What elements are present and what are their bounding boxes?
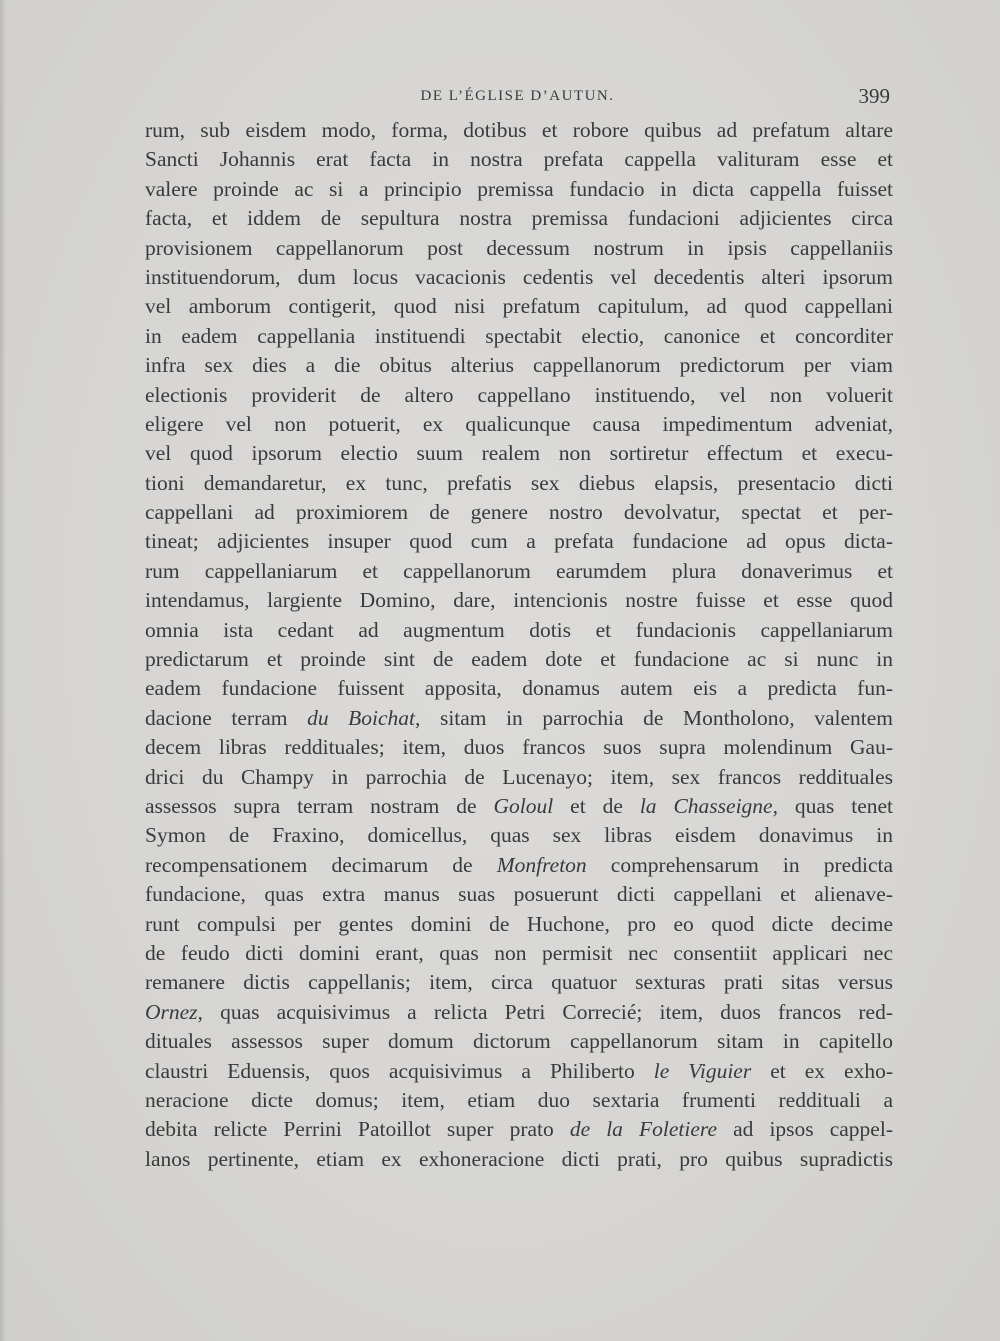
text-segment: runt compulsi per gentes domini de Huchone, pro eo quod dicte decime [145,911,893,936]
text-line [145,469,893,498]
text-line [145,851,893,880]
text-segment: vel quod ipsorum electio suum realem non sortiretur effectum et execu- [145,441,893,466]
text-segment: dacione terram [145,705,308,730]
text-line [145,1057,893,1086]
text-segment: , quas tenet [772,793,893,818]
text-line [145,527,893,556]
text-line [145,1145,893,1174]
text-line [145,498,893,527]
text-segment: remanere dictis cappellanis; item, circa quatuor sexturas prati sitas versus [145,970,893,995]
text-segment: rum cappellaniarum et cappellanorum earumdem plura donaverimus et [145,558,893,583]
text-segment: tineat; adjicientes insuper quod cum a prefata fundacione ad opus dicta- [145,529,893,554]
text-segment: dituales assessos super domum dictorum cappellanorum sitam in capitello [145,1029,893,1054]
running-head: DE L’ÉGLISE D’AUTUN. [420,88,615,104]
text-line [145,704,893,733]
text-line [145,645,893,674]
text-segment: tioni demandaretur, ex tunc, prefatis sex diebus elapsis, presentacio dicti [145,470,893,495]
text-segment: sitam in parrochia de Montholono, valentem [420,705,893,730]
text-segment: intendamus, largiente Domino, dare, intencionis nostre fuisse et esse quod [145,588,893,613]
italic-text-segment: de la Foletiere [569,1117,717,1142]
text-line [145,586,893,615]
text-segment: facta, et iddem de sepultura nostra premissa fundacioni adjicientes circa [145,206,893,231]
text-line [145,351,893,380]
text-line [145,616,893,645]
text-segment: neracione dicte domus; item, etiam duo sextaria frumenti reddituali a [145,1087,893,1112]
page-edge-shadow [0,0,6,1341]
text-line [145,204,893,233]
text-line [145,880,893,909]
text-line [145,116,893,145]
text-segment: assessos supra terram nostram de [145,793,494,818]
text-segment: electionis providerit de altero cappellano instituendo, vel non voluerit [145,382,893,407]
text-line [145,910,893,939]
text-segment: et ex exho- [751,1058,893,1083]
text-segment: eligere vel non potuerit, ex qualicunque causa impedimentum adveniat, [145,411,893,436]
body-text [145,116,893,1174]
text-line [145,263,893,292]
text-line [145,175,893,204]
text-line [145,381,893,410]
text-line [145,792,893,821]
italic-text-segment: le Viguier [653,1058,752,1083]
text-segment: quas acquisivimus a relicta Petri Correcié; item, duos francos red- [202,999,893,1024]
text-segment: valere proinde ac si a principio premissa fundacio in dicta cappella fuisset [145,176,893,201]
text-line [145,292,893,321]
text-line [145,939,893,968]
text-line [145,1086,893,1115]
text-line [145,763,893,792]
text-segment: rum, sub eisdem modo, forma, dotibus et robore quibus ad prefatum altare [145,118,893,142]
text-line [145,674,893,703]
text-segment: in eadem cappellania instituendi spectabit electio, canonice et concorditer [145,323,893,348]
text-segment: instituendorum, dum locus vacacionis cedentis vel decedentis alteri ipsorum [145,264,893,289]
text-segment: recompensationem decimarum de [145,852,497,877]
italic-text-segment: Monfreton [496,852,587,877]
text-segment: debita relicte Perrini Patoillot super prato [145,1117,570,1142]
text-line [145,557,893,586]
text-segment: comprehensarum in predicta [586,852,893,877]
text-segment: provisionem cappellanorum post decessum nostrum in ipsis cappellaniis [145,235,893,260]
text-segment: infra sex dies a die obitus alterius cappellanorum predictorum per viam [145,353,893,378]
italic-text-segment: la Chasseigne [639,793,773,818]
text-segment: fundacione, quas extra manus suas posuerunt dicti cappellani et alienave- [145,882,893,907]
text-segment: claustri Eduensis, quos acquisivimus a Philiberto [145,1058,654,1083]
italic-text-segment: du Boichat, [307,705,421,730]
text-segment: et de [553,793,640,818]
text-segment: de feudo dicti domini erant, quas non permisit nec consentiit applicari nec [145,940,893,965]
italic-text-segment: Goloul [493,793,554,818]
text-line [145,145,893,174]
text-segment: Sancti Johannis erat facta in nostra prefata cappella valituram esse et [145,147,893,172]
text-segment: eadem fundacione fuissent apposita, donamus autem eis a predicta fun- [145,676,893,701]
page-header [145,84,890,112]
text-segment: ad ipsos cappel- [717,1117,893,1142]
text-segment: cappellani ad proximiorem de genere nostro devolvatur, spectat et per- [145,500,893,525]
text-segment: drici du Champy in parrochia de Lucenayo; item, sex francos reddituales [145,764,893,789]
text-segment: Symon de Fraxino, domicellus, quas sex libras eisdem donavimus in [145,823,893,848]
text-line [145,410,893,439]
text-segment: lanos pertinente, etiam ex exhoneracione dicti prati, pro quibus supradictis [145,1146,893,1171]
text-line [145,439,893,468]
text-line [145,968,893,997]
text-line [145,1027,893,1056]
italic-text-segment: Ornez, [145,999,203,1024]
text-line [145,234,893,263]
text-segment: decem libras reddituales; item, duos francos suos supra molendinum Gau- [145,735,893,760]
page-number: 399 [858,84,890,108]
text-segment: omnia ista cedant ad augmentum dotis et fundacionis cappellaniarum [145,617,893,642]
text-line [145,733,893,762]
text-line [145,1115,893,1144]
text-line [145,821,893,850]
text-line [145,322,893,351]
text-line [145,998,893,1027]
text-segment: vel amborum contigerit, quod nisi prefatum capitulum, ad quod cappellani [145,294,893,319]
text-segment: predictarum et proinde sint de eadem dote et fundacione ac si nunc in [145,647,893,672]
